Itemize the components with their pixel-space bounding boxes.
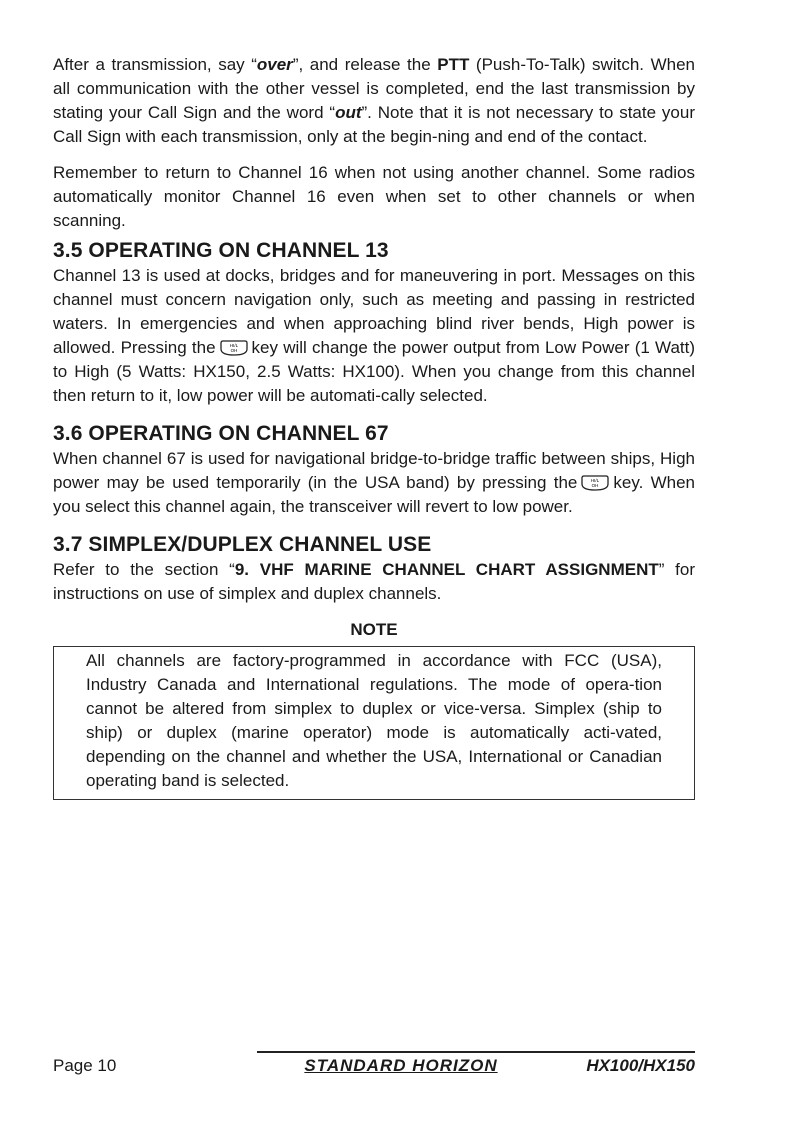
footer-rule — [257, 1051, 695, 1053]
note-title: NOTE — [350, 620, 398, 639]
word-out: out — [335, 103, 362, 122]
word-over: over — [256, 55, 293, 74]
note-box — [53, 646, 695, 800]
intro-paragraph-2: Remember to return to Channel 16 when not using another channel. Some radios automatically monitor Channel 16 even when set to other channels or when scanning. — [53, 163, 695, 230]
section-reference: 9. VHF MARINE CHANNEL CHART ASSIGNMENT — [234, 560, 659, 579]
ptt-label: PTT — [437, 55, 470, 74]
section-3-5-heading: 3.5 OPERATING ON CHANNEL 13 — [53, 239, 389, 262]
section-3-7-body: Refer to the section “9. VHF MARINE CHANNEL CHART ASSIGNMENT” for instructions on use of simplex and duplex channels. — [53, 560, 695, 603]
hi-lo-key-icon — [219, 340, 249, 356]
section-3-6-body: When channel 67 is used for navigational bridge-to-bridge traffic between ships, High power may be used temporarily (in the USA band) by pressing the HI/L OH key. When you select this channel again, the transceiver will revert to low power. — [53, 449, 695, 516]
svg-text:OH: OH — [592, 483, 599, 488]
section-3-6-heading: 3.6 OPERATING ON CHANNEL 67 — [53, 422, 389, 445]
svg-text:HI/L: HI/L — [229, 343, 238, 348]
brand-logo: STANDARD HORIZON — [304, 1056, 498, 1075]
page-number: Page 10 — [53, 1056, 117, 1075]
manual-page-content — [53, 53, 695, 800]
intro-paragraph-1: After a transmission, say “over”, and release the PTT (Push-To-Talk) switch. When all communication with the other vessel is completed, end the last transmission by stating your Call Sign and the word “out”. Note that it is not necessary to state your Call Sign with each transmission, only at the begin-ning and end of the contact. — [53, 55, 695, 146]
svg-text:OH: OH — [230, 348, 237, 353]
section-3-5-body: Channel 13 is used at docks, bridges and for maneuvering in port. Messages on this channel must concern navigation only, such as meeting and passing in restricted waters. In emergencies and when approaching blind river bends, High power is allowed. Pressing the HI/L OH key will change the power output from Low Power (1 Watt) to High (5 Watts: HX150, 2.5 Watts: HX100). When you change from this channel then return to it, low power will be automati-cally selected. — [53, 266, 696, 405]
model-name: HX100/HX150 — [586, 1056, 695, 1075]
note-text: All channels are factory-programmed in accordance with FCC (USA), Industry Canada and International regulations. The mode of opera-tion cannot be altered from simplex to duplex or vice-versa. Simplex (ship to ship) or duplex (marine operator) mode is automatically acti-vated, depending on the channel and whether the USA, International or Canadian operating band is selected. — [86, 651, 662, 790]
section-3-7-heading: 3.7 SIMPLEX/DUPLEX CHANNEL USE — [53, 533, 432, 556]
hi-lo-key-icon — [580, 475, 610, 491]
page-footer — [53, 1046, 695, 1080]
svg-text:HI/L: HI/L — [591, 478, 600, 483]
